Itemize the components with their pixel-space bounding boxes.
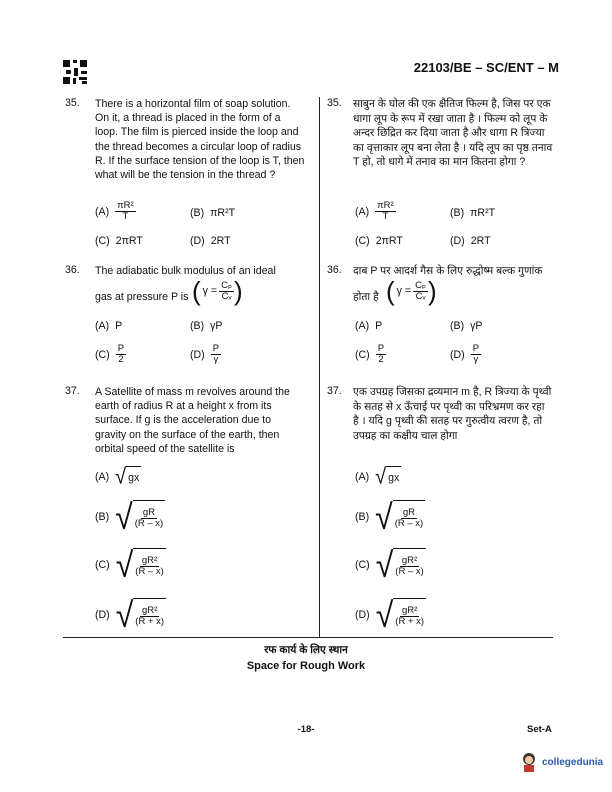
q36-option-b-hi <box>450 320 483 332</box>
q37-number-en: 37. <box>65 385 80 397</box>
q35-option-c-en <box>95 235 143 247</box>
q36-text1-en: The adiabatic bulk modulus of an ideal <box>95 265 276 277</box>
fraction <box>413 281 428 302</box>
radical-sign: √ <box>375 497 393 537</box>
q35-number-hi: 35. <box>327 97 342 109</box>
option-label: (B) <box>355 511 370 523</box>
q37-option-b-en <box>95 497 165 537</box>
q36-option-d-hi <box>450 344 481 365</box>
q37-option-b-hi <box>355 497 425 537</box>
fraction-num: P <box>472 343 480 354</box>
fraction <box>135 556 164 577</box>
option-label: (D) <box>190 235 205 247</box>
fraction-den: γ <box>473 354 479 365</box>
radicand <box>393 598 426 632</box>
fraction-den: (R + x) <box>135 615 165 627</box>
option-label: (C) <box>355 348 370 361</box>
fraction-num: gR² <box>402 604 418 616</box>
option-label: (D) <box>450 235 465 247</box>
fraction-num: gR² <box>141 554 158 566</box>
fraction-den: (R + x) <box>395 615 425 627</box>
set-label: Set-A <box>527 724 552 735</box>
q37-option-a-hi <box>355 466 401 488</box>
q37-number-hi: 37. <box>327 385 342 397</box>
fraction <box>395 508 424 529</box>
q36-option-c-hi <box>355 344 386 365</box>
q36-option-c-en <box>95 344 126 365</box>
fraction-den: (R – x) <box>135 565 164 577</box>
radical-sign: √ <box>115 464 127 490</box>
fraction <box>135 508 164 529</box>
fraction-num: πR² <box>117 200 134 211</box>
q36-option-b-en <box>190 320 223 332</box>
option-value: 2RT <box>470 235 491 247</box>
radical-sign: √ <box>375 464 387 490</box>
sqrt <box>375 595 426 635</box>
right-paren: ) <box>234 276 243 306</box>
q35-option-b-en <box>190 207 235 219</box>
q36-option-d-en <box>190 344 221 365</box>
q37-option-c-hi <box>355 545 426 585</box>
radical-sign: √ <box>115 545 134 585</box>
option-label: (D) <box>95 609 110 621</box>
option-label: (D) <box>450 348 465 361</box>
q35-option-b-hi <box>450 207 495 219</box>
fraction <box>116 344 126 365</box>
fraction <box>395 556 424 577</box>
q36-text2-hi: होता है <box>353 291 379 303</box>
sqrt <box>375 497 425 537</box>
option-value: 2RT <box>210 235 231 247</box>
q35-option-a-hi <box>355 201 396 222</box>
sqrt <box>115 545 166 585</box>
right-paren: ) <box>428 276 437 306</box>
fraction-den: T <box>382 211 389 222</box>
qr-code <box>63 60 87 84</box>
radicand <box>133 500 166 534</box>
page-number: -18- <box>297 724 315 735</box>
radicand: gx <box>126 466 141 488</box>
option-label: (A) <box>95 205 110 218</box>
radicand <box>393 500 426 534</box>
fraction-num: P <box>117 343 125 354</box>
radical-sign: √ <box>115 497 133 537</box>
q37-option-c-en <box>95 545 166 585</box>
fraction-den: (R – x) <box>134 517 164 529</box>
left-paren: ( <box>386 276 395 306</box>
fraction-num: πR² <box>377 200 394 211</box>
fraction-num: Cₚ <box>221 279 233 291</box>
option-value: γP <box>470 320 483 332</box>
fraction-num: Cₚ <box>415 279 427 291</box>
option-label: (A) <box>95 471 110 483</box>
option-value: πR²T <box>210 207 236 219</box>
fraction <box>135 606 164 627</box>
fraction-num: gR² <box>401 554 418 566</box>
option-label: (D) <box>355 609 370 621</box>
rough-work-divider <box>63 637 553 638</box>
option-label: (C) <box>95 348 110 361</box>
option-label: (B) <box>190 320 205 332</box>
option-label: (C) <box>355 235 370 247</box>
q37-text-en: A Satellite of mass m revolves around the earth of radius R at a height x from its surface. If g is the acceleration due to gravity on the surface of the earth, then orbital speed of the satellite is <box>95 386 290 455</box>
option-label: (A) <box>355 471 370 483</box>
option-label: (B) <box>450 207 465 219</box>
q35-option-a-en <box>95 201 136 222</box>
gamma-definition-hi <box>386 278 437 304</box>
q36-option-a-en <box>95 320 122 332</box>
fraction-den: Cᵥ <box>415 290 426 302</box>
fraction <box>115 201 136 222</box>
fraction-den: 2 <box>118 354 124 365</box>
fraction-num: gR <box>142 506 156 518</box>
mascot-icon <box>520 752 538 772</box>
fraction-den: T <box>122 211 129 222</box>
sqrt <box>115 466 141 488</box>
option-value: P <box>115 320 123 332</box>
option-label: (B) <box>450 320 465 332</box>
logo-text: collegedunia <box>542 756 604 768</box>
fraction-den: Cᵥ <box>221 290 232 302</box>
q35-text-en: There is a horizontal film of soap solution. On it, a thread is placed in the form of a loop. The film is pierced inside the loop and the thread becomes a circular loop of radius R. If the surface tension of the loop is T, then what will be the tension in the thread ? <box>95 98 305 182</box>
q36-text2-en: gas at pressure P is <box>95 291 189 303</box>
radicand <box>133 548 166 582</box>
radicand <box>393 548 426 582</box>
fraction <box>219 281 234 302</box>
q37-option-a-en <box>95 466 141 488</box>
q35-option-d-hi <box>450 235 491 247</box>
fraction-num: P <box>212 343 220 354</box>
option-label: (C) <box>95 559 110 571</box>
gamma-definition-en <box>192 278 243 304</box>
fraction-num: gR² <box>142 604 158 616</box>
sqrt <box>115 497 165 537</box>
q36-number-hi: 36. <box>327 264 342 276</box>
fraction <box>395 606 424 627</box>
radical-sign: √ <box>375 545 394 585</box>
q35-text-hi: साबुन के घोल की एक क्षैतिज फिल्म है, जिस पर एक धागा लूप के रूप में रखा जाता है । फिल्म को लूप के अन्दर छिद्रित कर दिया जाता है और धागा R त्रिज्या का वृत्ताकार लूप बना लेता है । यदि लूप का पृष्ठ तनाव T हो, तो धागे में तनाव का मान कितना होगा ? <box>353 98 553 168</box>
option-label: (A) <box>355 205 370 218</box>
gamma-label: γ = <box>396 285 412 297</box>
q37-option-d-hi <box>355 595 426 635</box>
option-value: P <box>375 320 383 332</box>
gamma-label: γ = <box>202 285 218 297</box>
option-label: (C) <box>95 235 110 247</box>
option-value: 2πRT <box>115 235 143 247</box>
rough-work-english: Space for Rough Work <box>246 660 366 672</box>
radical-sign: √ <box>115 595 134 635</box>
collegedunia-logo <box>520 752 603 772</box>
fraction-num: gR <box>402 506 416 518</box>
q37-option-d-en <box>95 595 166 635</box>
fraction-den: (R – x) <box>395 565 424 577</box>
fraction <box>375 201 396 222</box>
fraction <box>471 344 481 365</box>
option-value: 2πRT <box>375 235 403 247</box>
option-label: (B) <box>95 511 110 523</box>
q37-text-hi: एक उपग्रह जिसका द्रव्यमान m है, R त्रिज्या के पृथ्वी के सतह से x ऊँचाई पर पृथ्वी का परिभ्रमण कर रहा है । यदि g पृथ्वी की सतह पर गुरुत्वीय त्वरण है, तो उपग्रह का कक्षीय चाल होगा <box>353 386 552 442</box>
q35-number-en: 35. <box>65 97 80 109</box>
option-label: (D) <box>190 348 205 361</box>
q36-text1-hi: दाब P पर आदर्श गैस के लिए रुद्धोष्म बल्क गुणांक <box>353 265 543 277</box>
option-value: γP <box>210 320 223 332</box>
option-label: (A) <box>355 320 370 332</box>
fraction-num: P <box>377 343 385 354</box>
left-paren: ( <box>192 276 201 306</box>
fraction-den: (R – x) <box>394 517 424 529</box>
q35-option-c-hi <box>355 235 403 247</box>
fraction-den: 2 <box>378 354 384 365</box>
option-label: (A) <box>95 320 110 332</box>
fraction <box>376 344 386 365</box>
option-label: (B) <box>190 207 205 219</box>
q36-option-a-hi <box>355 320 382 332</box>
sqrt <box>375 466 401 488</box>
radicand: gx <box>386 466 401 488</box>
sqrt <box>375 545 426 585</box>
option-label: (C) <box>355 559 370 571</box>
q35-option-d-en <box>190 235 231 247</box>
sqrt <box>115 595 166 635</box>
paper-code: 22103/BE – SC/ENT – M <box>413 60 559 75</box>
radical-sign: √ <box>375 595 394 635</box>
column-divider <box>319 97 320 638</box>
rough-work-hindi: रफ कार्य के लिए स्थान <box>264 644 348 656</box>
fraction <box>211 344 221 365</box>
radicand <box>133 598 166 632</box>
fraction-den: γ <box>213 354 219 365</box>
q36-number-en: 36. <box>65 264 80 276</box>
option-value: πR²T <box>470 207 496 219</box>
